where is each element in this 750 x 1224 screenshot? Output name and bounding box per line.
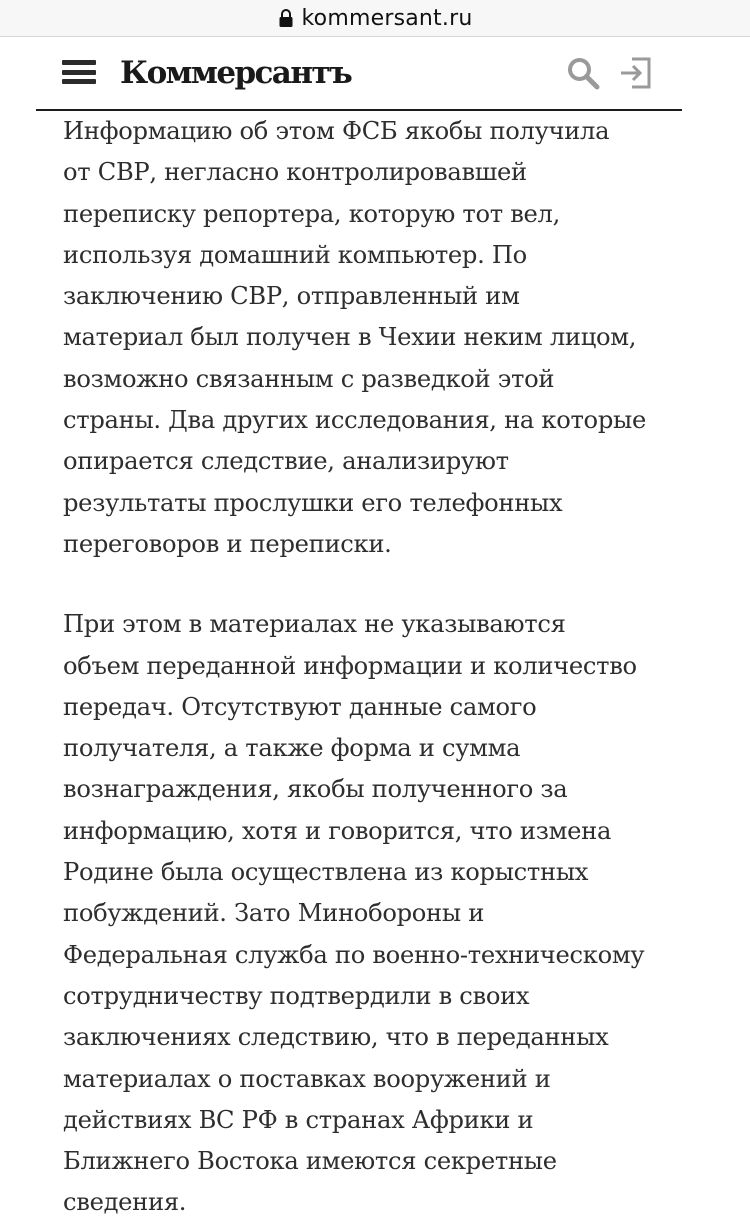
lock-icon (278, 8, 294, 28)
burger-menu-icon[interactable] (62, 60, 96, 84)
url-text[interactable]: kommersant.ru (301, 5, 473, 31)
search-icon[interactable] (566, 56, 600, 90)
site-header (36, 37, 682, 111)
browser-url-bar[interactable] (0, 0, 750, 37)
article-paragraph: Информацию об этом ФСБ якобы получила от СВР, негласно контролировавшей переписку репортера, которую тот вел, используя домашний компьютер. По заключению СВР, отправленный им материал был получен в Чехии неким лицом, возможно связанным с разведкой этой страны. Два других исследования, на которые опирается следствие, анализируют результаты прослушки его телефонных переговоров и переписки. (63, 117, 646, 558)
brand-logo[interactable]: Коммерсантъ (120, 55, 352, 91)
login-icon[interactable] (618, 55, 654, 91)
article-paragraph: При этом в материалах не указываются объем переданной информации и количество передач. Отсутствуют данные самого получателя, а также форма и сумма вознаграждения, якобы полученного за информацию, хотя и говорится, что измена Родине была осуществлена из корыстных побуждений. Зато Минобороны и Федеральная служба по военно-техническому сотрудничеству подтвердили в своих заключениях следствию, что в переданных материалах о поставках вооружений и действиях ВС РФ в странах Африки и Ближнего Востока имеются секретные сведения. (63, 610, 645, 1217)
article-body (63, 111, 703, 1224)
